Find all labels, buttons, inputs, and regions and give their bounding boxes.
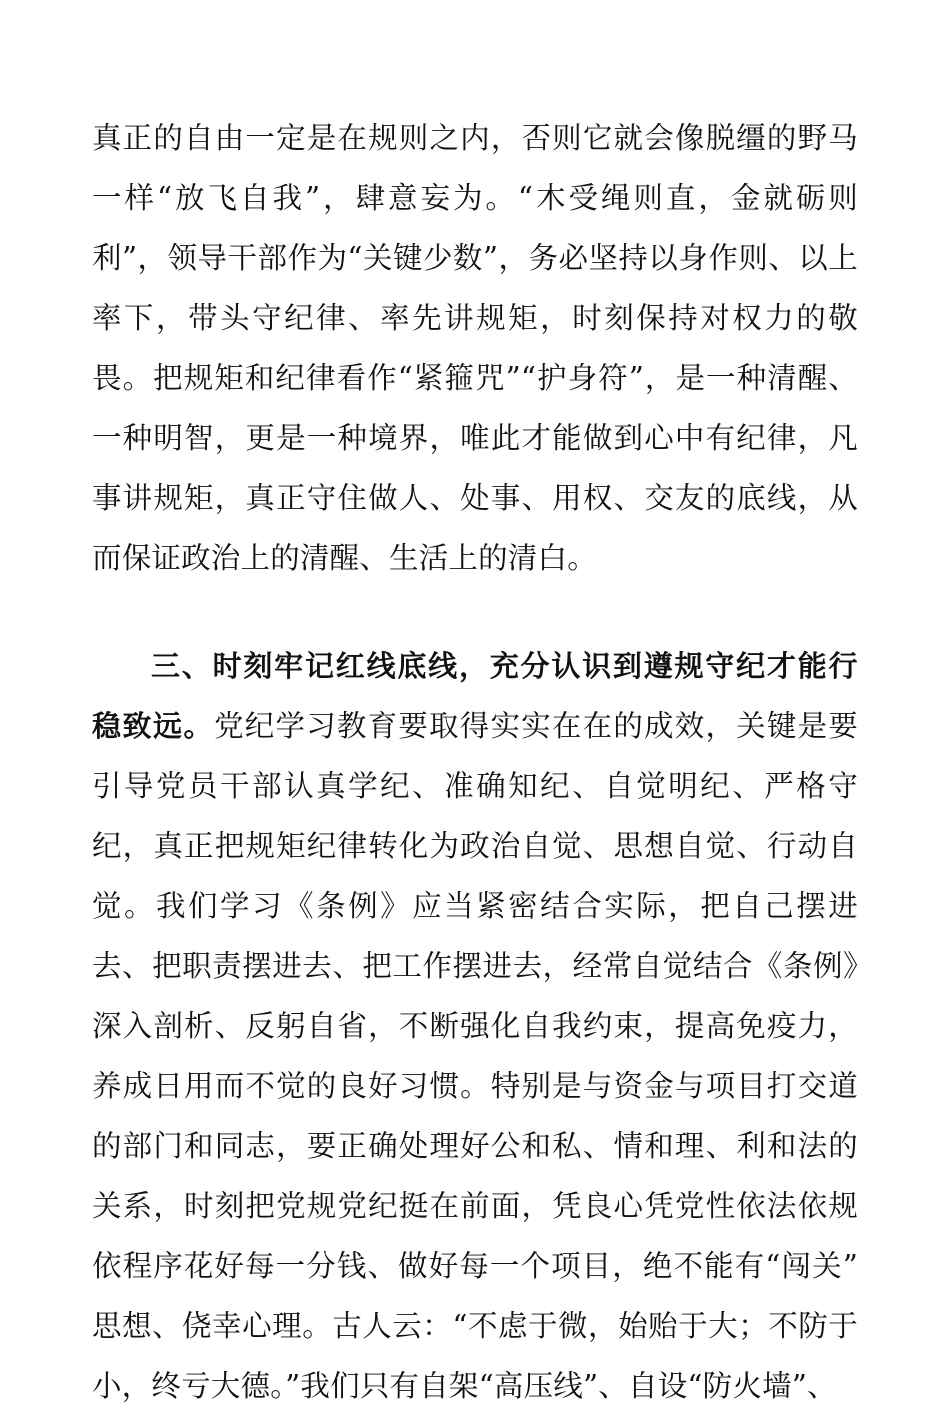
- section-heading-three: 三、时刻牢记红线底线，充分认识到遵规守纪才能行稳致远。: [92, 649, 858, 743]
- paragraph-spacer: [92, 588, 858, 636]
- document-body: [92, 108, 858, 1416]
- paragraph-text: 真正的自由一定是在规则之内，否则它就会像脱缰的野马一样“放飞自我”，肆意妄为。“木受绳则直，金就砺则利”，领导干部作为“关键少数”，务必坚持以身作则、以上率下，带头守纪律、率先讲规矩，时刻保持对权力的敬畏。把规矩和纪律看作“紧箍咒”“护身符”，是一种清醒、一种明智，更是一种境界，唯此才能做到心中有纪律，凡事讲规矩，真正守住做人、处事、用权、交友的底线，从而保证政治上的清醒、生活上的清白。: [92, 121, 858, 575]
- paragraph-section-three: [92, 636, 858, 1416]
- section-three-text: 党纪学习教育要取得实实在在的成效，关键是要引导党员干部认真学纪、准确知纪、自觉明纪、严格守纪，真正把规矩纪律转化为政治自觉、思想自觉、行动自觉。我们学习《条例》应当紧密结合实际，把自己摆进去、把职责摆进去、把工作摆进去，经常自觉结合《条例》深入剖析、反躬自省，不断强化自我约束，提高免疫力，养成日用而不觉的良好习惯。特别是与资金与项目打交道的部门和同志，要正确处理好公和私、情和理、利和法的关系，时刻把党规党纪挺在前面，凭良心凭党性依法依规依程序花好每一分钱、做好每一个项目，绝不能有“闯关”思想、侥幸心理。古人云：“不虑于微，始贻于大；不防于小，终亏大德。”我们只有自架“高压线”、自设“防火墙”、: [92, 709, 858, 1403]
- paragraph-freedom-rules: [92, 108, 858, 588]
